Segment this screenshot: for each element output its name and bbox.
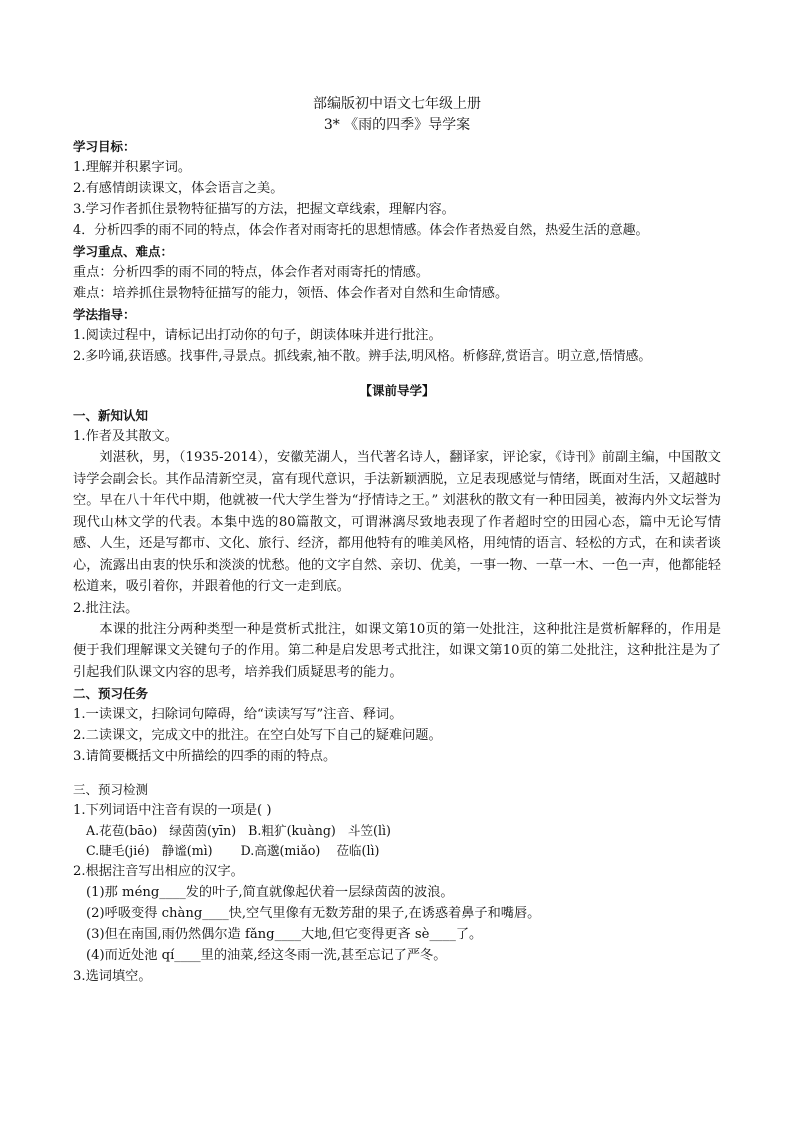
question-2-item: (4)而近处池 qí____里的油菜,经这冬雨一洗,甚至忘记了严冬。 bbox=[86, 948, 447, 963]
question-2-item: (2)呼吸变得 chàng____快,空气里像有无数芳甜的果子,在诱惑着鼻子和嘴唇。 bbox=[86, 906, 541, 921]
section3-heading: 三、预习检测 bbox=[73, 782, 149, 797]
task-item: 1.一读课文，扫除词句障碍，给“读读写写”注音、释词。 bbox=[73, 707, 403, 722]
method-heading: 学法指导： bbox=[73, 307, 136, 322]
question-1-options: A.花苞(bāo) 绿茵茵(yīn) B.粗犷(kuàng) 斗笠(lì) bbox=[86, 823, 391, 838]
task-item: 2.二读课文，完成文中的批注。在空白处写下自己的疑难问题。 bbox=[73, 728, 442, 743]
objective-item: 4．分析四季的雨不同的特点，体会作者对雨寄托的思想情感。体会作者热爱自然，热爱生活的意趣。 bbox=[73, 223, 649, 238]
method-item: 1.阅读过程中，请标记出打动你的句子，朗读体味并进行批注。 bbox=[73, 328, 442, 343]
keypoint-item: 难点：培养抓住景物特征描写的能力，领悟、体会作者对自然和生命情感。 bbox=[73, 286, 509, 301]
objective-item: 3.学习作者抓住景物特征描写的方法，把握文章线索，理解内容。 bbox=[73, 202, 455, 217]
doc-subtitle: 3* 《雨的四季》导学案 bbox=[323, 117, 471, 133]
section1-sub2: 2.批注法。 bbox=[73, 600, 139, 616]
objective-item: 1.理解并积累字词。 bbox=[73, 160, 192, 175]
keypoints-heading: 学习重点、难点： bbox=[73, 244, 174, 259]
doc-title: 部编版初中语文七年级上册 bbox=[313, 96, 481, 112]
question-1: 1.下列词语中注音有误的一项是( ) bbox=[73, 803, 272, 818]
objective-item: 2.有感情朗读课文，体会语言之美。 bbox=[73, 181, 284, 196]
question-2-item: (3)但在南国,雨仍然偶尔造 fǎng____大地,但它变得更吝 sè____了。 bbox=[86, 927, 483, 942]
objectives-heading: 学习目标： bbox=[73, 139, 136, 154]
method-item: 2.多吟诵,获语感。找事件,寻景点。抓线索,袖不散。辨手法,明风格。析修辞,赏语言。明立意,悟情感。 bbox=[73, 349, 652, 364]
question-3: 3.选词填空。 bbox=[73, 969, 152, 984]
section1-heading: 一、新知认知 bbox=[73, 408, 149, 423]
keypoint-item: 重点：分析四季的雨不同的特点，体会作者对雨寄托的情感。 bbox=[73, 265, 430, 280]
section2-heading: 二、预习任务 bbox=[73, 686, 149, 701]
annotation-paragraph: 本课的批注分两种类型一种是赏析式批注，如课文第10页的第一处批注，这种批注是赏析解释的，作用是便于我们理解课文关键句子的作用。第二种是启发思考式批注，如课文第10页的第二处批注，这种批注是为了引起我们队课文内容的思考，培养我们质疑思考的能力。 bbox=[73, 621, 721, 680]
spacer bbox=[73, 767, 721, 779]
question-2: 2.根据注音写出相应的汉字。 bbox=[73, 864, 244, 879]
document-page bbox=[73, 94, 721, 987]
author-paragraph: 刘湛秋，男，（1935-2014），安徽芜湖人，当代著名诗人，翻译家，评论家，《诗刊》前副主编，中国散文诗学会副会长。其作品清新空灵，富有现代意识，手法新颖洒脱，立足表现感觉与情绪，既面对生活，又超越时空。早在八十年代中期，他就被一代大学生誉为“抒情诗之王。” 刘湛秋的散文有一种田园美，被海内外文坛誉为现代山林文学的代表。本集中选的80篇散文，可谓淋漓尽致地表现了作者超时空的田园心态，篇中无论写情感、人生，还是写都市、文化、旅行、经济，都用他特有的唯美风格，用纯情的语言、轻松的方式，在和读者谈心，流露出由衷的快乐和淡淡的忧愁。他的文字自然、亲切、优美，一事一物、一草一木、一色一声，他都能轻松道来，吸引着你，并跟着他的行文一走到底。 bbox=[73, 450, 721, 594]
question-1-options: C.睫毛(jié) 静谧(mì) D.高邈(miǎo) 莅临(lì) bbox=[86, 843, 380, 858]
task-item: 3.请简要概括文中所描绘的四季的雨的特点。 bbox=[73, 749, 337, 764]
question-2-item: (1)那 méng____发的叶子,简直就像起伏着一层绿茵茵的波浪。 bbox=[86, 885, 454, 900]
preclass-heading: 【课前导学】 bbox=[359, 383, 435, 398]
section1-sub1: 1.作者及其散文。 bbox=[73, 429, 178, 444]
